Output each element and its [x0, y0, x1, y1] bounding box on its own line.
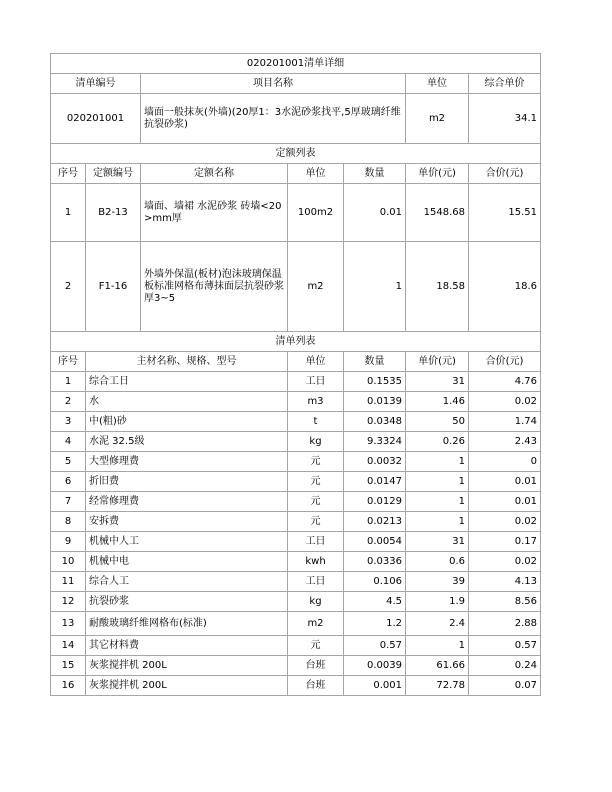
- quota-header-no: 序号: [51, 164, 86, 184]
- bill-price: 34.1: [469, 94, 541, 144]
- material-row: [51, 532, 541, 552]
- material-price: 31: [406, 372, 469, 392]
- material-row: [51, 656, 541, 676]
- material-name: 中(粗)砂: [86, 412, 288, 432]
- material-no: 6: [51, 472, 86, 492]
- material-no: 9: [51, 532, 86, 552]
- material-unit: kwh: [288, 552, 344, 572]
- bill-detail-sheet: [50, 53, 540, 696]
- bill-header-code: 清单编号: [51, 74, 141, 94]
- material-price: 1: [406, 492, 469, 512]
- material-total: 1.74: [469, 412, 541, 432]
- material-name: 机械中人工: [86, 532, 288, 552]
- material-name: 综合工日: [86, 372, 288, 392]
- material-name: 水泥 32.5级: [86, 432, 288, 452]
- material-row: [51, 472, 541, 492]
- material-name: 灰浆搅拌机 200L: [86, 656, 288, 676]
- material-row: [51, 592, 541, 612]
- materials-header-name: 主材名称、规格、型号: [86, 352, 288, 372]
- material-total: 0.02: [469, 512, 541, 532]
- materials-section-title: 清单列表: [51, 332, 541, 352]
- material-unit: 工日: [288, 532, 344, 552]
- material-qty: 9.3324: [344, 432, 406, 452]
- material-no: 7: [51, 492, 86, 512]
- quota-no: 1: [51, 184, 86, 242]
- material-price: 2.4: [406, 612, 469, 636]
- material-qty: 0.0054: [344, 532, 406, 552]
- materials-header-qty: 数量: [344, 352, 406, 372]
- material-unit: t: [288, 412, 344, 432]
- material-name: 安拆费: [86, 512, 288, 532]
- material-total: 0.02: [469, 392, 541, 412]
- material-name: 耐酸玻璃纤维网格布(标准): [86, 612, 288, 636]
- material-row: [51, 492, 541, 512]
- table-body: [51, 54, 541, 696]
- quota-header-code: 定额编号: [86, 164, 141, 184]
- material-price: 1: [406, 636, 469, 656]
- material-qty: 1.2: [344, 612, 406, 636]
- materials-header-total: 合价(元): [469, 352, 541, 372]
- material-no: 10: [51, 552, 86, 572]
- material-total: 0.24: [469, 656, 541, 676]
- material-row: [51, 412, 541, 432]
- bill-unit: m2: [406, 94, 469, 144]
- material-total: 0.01: [469, 492, 541, 512]
- material-total: 8.56: [469, 592, 541, 612]
- material-no: 15: [51, 656, 86, 676]
- material-qty: 0.1535: [344, 372, 406, 392]
- bill-row: [51, 94, 541, 144]
- material-total: 0: [469, 452, 541, 472]
- material-name: 经常修理费: [86, 492, 288, 512]
- quota-header-name: 定额名称: [141, 164, 288, 184]
- material-unit: m3: [288, 392, 344, 412]
- quota-header-total: 合价(元): [469, 164, 541, 184]
- quota-row: [51, 242, 541, 332]
- bill-name: 墙面一般抹灰(外墙)(20厚1：3水泥砂浆找平,5厚玻璃纤维抗裂砂浆): [141, 94, 406, 144]
- material-qty: 0.0139: [344, 392, 406, 412]
- material-no: 4: [51, 432, 86, 452]
- material-qty: 0.106: [344, 572, 406, 592]
- material-qty: 0.0129: [344, 492, 406, 512]
- material-qty: 0.57: [344, 636, 406, 656]
- quota-total: 18.6: [469, 242, 541, 332]
- material-total: 0.01: [469, 472, 541, 492]
- quota-price: 18.58: [406, 242, 469, 332]
- quota-code: F1-16: [86, 242, 141, 332]
- quota-unit: m2: [288, 242, 344, 332]
- material-price: 1.46: [406, 392, 469, 412]
- material-no: 5: [51, 452, 86, 472]
- material-price: 72.78: [406, 676, 469, 696]
- material-name: 抗裂砂浆: [86, 592, 288, 612]
- material-name: 其它材料费: [86, 636, 288, 656]
- material-no: 1: [51, 372, 86, 392]
- material-unit: kg: [288, 592, 344, 612]
- material-total: 4.13: [469, 572, 541, 592]
- material-total: 0.17: [469, 532, 541, 552]
- materials-header-row: [51, 352, 541, 372]
- material-qty: 0.0032: [344, 452, 406, 472]
- material-unit: 台班: [288, 676, 344, 696]
- material-row: [51, 612, 541, 636]
- materials-section-title-row: [51, 332, 541, 352]
- material-price: 1: [406, 472, 469, 492]
- material-qty: 0.0348: [344, 412, 406, 432]
- quota-name: 外墙外保温(板材)泡沫玻璃保温板标准网格布薄抹面层抗裂砂浆厚3~5: [141, 242, 288, 332]
- quota-unit: 100m2: [288, 184, 344, 242]
- quota-total: 15.51: [469, 184, 541, 242]
- material-qty: 0.0213: [344, 512, 406, 532]
- material-price: 1: [406, 452, 469, 472]
- material-unit: m2: [288, 612, 344, 636]
- quota-header-unit: 单位: [288, 164, 344, 184]
- material-no: 12: [51, 592, 86, 612]
- bill-header-price: 综合单价: [469, 74, 541, 94]
- material-unit: 元: [288, 492, 344, 512]
- material-row: [51, 676, 541, 696]
- material-unit: 元: [288, 452, 344, 472]
- material-price: 61.66: [406, 656, 469, 676]
- material-price: 0.6: [406, 552, 469, 572]
- material-price: 50: [406, 412, 469, 432]
- material-qty: 0.001: [344, 676, 406, 696]
- material-total: 2.88: [469, 612, 541, 636]
- material-qty: 0.0039: [344, 656, 406, 676]
- bill-code: 020201001: [51, 94, 141, 144]
- materials-header-no: 序号: [51, 352, 86, 372]
- material-row: [51, 512, 541, 532]
- quota-code: B2-13: [86, 184, 141, 242]
- material-unit: 元: [288, 472, 344, 492]
- material-no: 14: [51, 636, 86, 656]
- material-name: 水: [86, 392, 288, 412]
- material-row: [51, 392, 541, 412]
- material-name: 大型修理费: [86, 452, 288, 472]
- document-title: 020201001清单详细: [51, 54, 541, 74]
- material-name: 机械中电: [86, 552, 288, 572]
- material-no: 2: [51, 392, 86, 412]
- material-row: [51, 552, 541, 572]
- quota-name: 墙面、墙裙 水泥砂浆 砖墙<20>mm厚: [141, 184, 288, 242]
- material-name: 灰浆搅拌机 200L: [86, 676, 288, 696]
- material-row: [51, 432, 541, 452]
- quota-qty: 0.01: [344, 184, 406, 242]
- material-row: [51, 372, 541, 392]
- material-price: 31: [406, 532, 469, 552]
- quota-row: [51, 184, 541, 242]
- material-no: 8: [51, 512, 86, 532]
- quota-header-qty: 数量: [344, 164, 406, 184]
- material-qty: 0.0147: [344, 472, 406, 492]
- material-no: 11: [51, 572, 86, 592]
- material-qty: 0.0336: [344, 552, 406, 572]
- material-unit: 工日: [288, 372, 344, 392]
- bill-header-unit: 单位: [406, 74, 469, 94]
- material-price: 1.9: [406, 592, 469, 612]
- material-row: [51, 572, 541, 592]
- material-unit: 工日: [288, 572, 344, 592]
- bill-header-row: [51, 74, 541, 94]
- material-total: 2.43: [469, 432, 541, 452]
- materials-header-price: 单价(元): [406, 352, 469, 372]
- quota-section-title-row: [51, 144, 541, 164]
- material-unit: kg: [288, 432, 344, 452]
- material-no: 13: [51, 612, 86, 636]
- quota-no: 2: [51, 242, 86, 332]
- quota-header-price: 单价(元): [406, 164, 469, 184]
- bill-detail-table: [50, 53, 541, 696]
- quota-header-row: [51, 164, 541, 184]
- material-name: 综合人工: [86, 572, 288, 592]
- material-unit: 元: [288, 636, 344, 656]
- material-price: 1: [406, 512, 469, 532]
- material-row: [51, 452, 541, 472]
- material-price: 0.26: [406, 432, 469, 452]
- material-unit: 台班: [288, 656, 344, 676]
- quota-section-title: 定额列表: [51, 144, 541, 164]
- materials-header-unit: 单位: [288, 352, 344, 372]
- material-qty: 4.5: [344, 592, 406, 612]
- bill-header-name: 项目名称: [141, 74, 406, 94]
- material-row: [51, 636, 541, 656]
- material-name: 折旧费: [86, 472, 288, 492]
- material-unit: 元: [288, 512, 344, 532]
- material-price: 39: [406, 572, 469, 592]
- material-total: 0.02: [469, 552, 541, 572]
- material-no: 16: [51, 676, 86, 696]
- quota-qty: 1: [344, 242, 406, 332]
- material-total: 0.07: [469, 676, 541, 696]
- material-total: 4.76: [469, 372, 541, 392]
- material-no: 3: [51, 412, 86, 432]
- quota-price: 1548.68: [406, 184, 469, 242]
- material-total: 0.57: [469, 636, 541, 656]
